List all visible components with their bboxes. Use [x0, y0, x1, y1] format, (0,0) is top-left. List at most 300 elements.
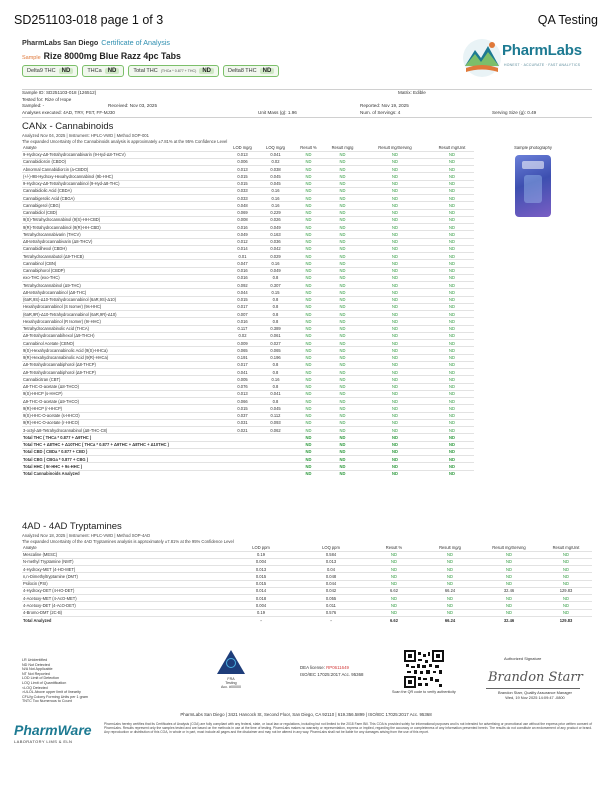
result-cell: ND — [430, 398, 474, 405]
unit-mass: Unit Mass (g): 1.96 — [258, 109, 297, 115]
column-header: Sample photography — [514, 146, 552, 151]
result-cell: ND — [292, 187, 325, 194]
analyte-name: Hexahydrocannabinol (S Isomer) (9s-HHC) — [22, 303, 226, 310]
pharmware-logo: PharmWare LABORATORY LIMS & ELN — [14, 722, 92, 744]
result-cell: ND — [430, 434, 474, 441]
result-cell: 0.044 — [226, 289, 259, 296]
result-cell: ND — [360, 456, 430, 463]
result-cell — [259, 434, 292, 441]
result-cell: 0.014 — [226, 587, 296, 594]
result-cell: ND — [478, 602, 540, 609]
result-cell: 0.8 — [259, 318, 292, 325]
analyte-name: Cannabinol Acetate (CBNO) — [22, 340, 226, 347]
result-cell: ND — [325, 419, 360, 426]
result-cell: ND — [430, 303, 474, 310]
received: Received: Nov 03, 2025 — [108, 103, 158, 108]
result-cell: 0.047 — [226, 260, 259, 267]
result-cell: 0.8 — [259, 398, 292, 405]
result-cell: ND — [325, 463, 360, 470]
analyte-name: Total THC ( THCa * 0.877 + Δ9THC ) — [22, 434, 226, 441]
analyses-executed: Analyses executed: 4AD, TRY, PST, FF-MJ30 — [22, 109, 115, 115]
result-cell: ND — [366, 602, 422, 609]
result-cell: ND — [478, 558, 540, 565]
table-row — [22, 602, 592, 609]
result-cell: ND — [478, 566, 540, 573]
column-header: Result % — [385, 546, 403, 550]
table-row — [22, 580, 592, 587]
lab-heading — [22, 38, 170, 47]
table-row — [22, 551, 592, 558]
result-cell: ND — [430, 463, 474, 470]
result-cell — [226, 470, 259, 477]
result-cell: 0.042 — [259, 245, 292, 252]
signature: Brandon Starr — [488, 670, 583, 685]
result-cell: ND — [360, 166, 430, 173]
result-cell: 0.307 — [259, 282, 292, 289]
result-cell: ND — [360, 195, 430, 202]
result-cell: 0.006 — [226, 158, 259, 165]
result-cell — [259, 448, 292, 455]
result-cell: ND — [430, 274, 474, 281]
result-cell: ND — [292, 267, 325, 274]
cannabinoids-title: CANx - Cannabinoids — [22, 121, 114, 132]
result-cell: 32.46 — [478, 616, 540, 623]
result-cell: ND — [422, 609, 478, 616]
result-cell: ND — [478, 580, 540, 587]
result-cell: ND — [478, 573, 540, 580]
result-cell: ND — [325, 238, 360, 245]
result-cell: ND — [540, 573, 592, 580]
result-cell: ND — [292, 158, 325, 165]
result-cell: ND — [292, 405, 325, 412]
result-cell: ND — [360, 260, 430, 267]
pill-label: THCa — [87, 68, 102, 74]
result-cell: 0.02 — [226, 332, 259, 339]
result-cell: ND — [360, 216, 430, 223]
result-cell: ND — [292, 303, 325, 310]
result-cell: ND — [325, 296, 360, 303]
result-cell: ND — [430, 209, 474, 216]
result-cell: ND — [430, 383, 474, 390]
result-cell: ND — [430, 187, 474, 194]
result-cell: ND — [430, 231, 474, 238]
result-cell: ND — [325, 195, 360, 202]
sample-name: Rize 8000mg Blue Razz 4pc Tabs — [43, 51, 181, 61]
qa-label: QA Testing — [537, 13, 598, 27]
analyte-name: exo-THC (exo-THC) — [22, 274, 226, 281]
result-cell: ND — [292, 390, 325, 397]
result-cell: ND — [292, 173, 325, 180]
result-cell: ND — [360, 361, 430, 368]
result-cell — [226, 441, 259, 448]
result-cell: ND — [292, 463, 325, 470]
table-row — [22, 566, 592, 573]
result-cell: 0.163 — [259, 231, 292, 238]
result-cell: ND — [325, 448, 360, 455]
result-cell: ND — [360, 347, 430, 354]
result-cell: 6.62 — [366, 616, 422, 623]
result-cell: ND — [422, 595, 478, 602]
result-cell: 0.229 — [259, 209, 292, 216]
pill-label: Delta9 THC — [27, 68, 56, 74]
result-cell: ND — [478, 609, 540, 616]
column-header: Result mg/Serving — [492, 546, 526, 550]
result-cell: - — [296, 616, 366, 623]
analyte-name: 4-Acetoxy-DET (4-AcO-DET) — [22, 602, 226, 609]
sample-title — [22, 51, 181, 61]
result-cell: ND — [292, 274, 325, 281]
lab-name: PharmLabs San Diego — [22, 38, 99, 47]
disclaimer: PharmLabs hereby certifies that its Certificates of Analysis (COA) are fully compliant with any federal, state, or local law or regulations, including but not limited to the 2018 Farm Bill. This COA is provided solely for informational purposes and is not intended for advertising or promotional use without the express prior written consent of PharmLabs. Results represent only the samples tested and are based on the methods in use at the time of testing. PharmLabs makes no warranty or representation, express or implied, regarding the accuracy or completeness of any information presented herein. The results do not constitute an endorsement of any product or brand. Any reproduction or distribution of this COA, in whole or in part, must include all pages and the disclaimer and may not be altered in any way. PharmLabs shall not be liable for any damages arising from the use of this report. — [104, 722, 592, 734]
analyte-name: Tetrahydrocannabinol (Δ9-THC) — [22, 282, 226, 289]
result-cell: ND — [366, 558, 422, 565]
note-line: ND Not Detected — [22, 662, 50, 667]
result-cell: ND — [360, 296, 430, 303]
analyte-name: 9(S)-HHC-O-acetate (s-HHCO) — [22, 412, 226, 419]
pill-value: ND — [199, 68, 214, 74]
result-cell: ND — [360, 289, 430, 296]
result-cell: ND — [325, 303, 360, 310]
result-cell: ND — [360, 434, 430, 441]
result-cell: ND — [430, 216, 474, 223]
column-header: LOD ppm — [252, 546, 270, 550]
result-cell — [226, 456, 259, 463]
analyte-name: Cannabigerol (CBG) — [22, 202, 226, 209]
result-cell: ND — [325, 274, 360, 281]
result-cell: 0.042 — [296, 587, 366, 594]
result-cell: ND — [360, 470, 430, 477]
result-cell: 0.013 — [226, 390, 259, 397]
result-cell: ND — [360, 209, 430, 216]
result-cell: ND — [360, 332, 430, 339]
iso-accreditation: ISO/IEC 17025:2017 Acc. 95368 — [300, 672, 364, 677]
table-row — [22, 587, 592, 594]
result-cell: ND — [366, 573, 422, 580]
result-cell: ND — [325, 311, 360, 318]
note-line: <LOQ Detected — [22, 685, 48, 690]
result-cell: ND — [430, 296, 474, 303]
analyte-name: 9(R)-HHCP (r-HHCP) — [22, 405, 226, 412]
result-cell: 0.013 — [226, 566, 296, 573]
result-cell: ND — [325, 347, 360, 354]
analyte-name: 9(R)-Hexahydrocannabinolic Acid (9(R)-HHCa) — [22, 354, 226, 361]
result-cell: 0.8 — [259, 311, 292, 318]
result-cell: ND — [325, 434, 360, 441]
sample-photo — [474, 151, 592, 477]
result-cell: ND — [366, 580, 422, 587]
result-cell: ND — [360, 231, 430, 238]
column-header: Analyte — [23, 546, 37, 550]
result-cell: ND — [325, 427, 360, 434]
result-cell — [226, 463, 259, 470]
result-cell: ND — [430, 354, 474, 361]
result-cell: ND — [430, 260, 474, 267]
result-cell: ND — [366, 551, 422, 558]
result-cell: ND — [540, 551, 592, 558]
result-cell: ND — [360, 419, 430, 426]
analyte-name: (6aR,9S)-Δ10-Tetrahydrocannabinol (6aR,9S)-Δ10) — [22, 296, 226, 303]
result-cell: ND — [360, 463, 430, 470]
sample-id: Sample ID: SD251103-018 (126512) — [22, 90, 97, 95]
result-cell: 0.037 — [226, 412, 259, 419]
result-cell: ND — [430, 158, 474, 165]
result-cell: ND — [360, 369, 430, 376]
sampled: Sampled: - — [22, 103, 45, 108]
result-cell: ND — [325, 187, 360, 194]
total-row — [22, 616, 592, 623]
result-cell: ND — [360, 267, 430, 274]
result-cell: 0.061 — [259, 332, 292, 339]
column-header: Result mg/Unit — [438, 146, 466, 150]
pill-value: ND — [59, 68, 74, 74]
result-cell: ND — [360, 245, 430, 252]
result-cell: ND — [292, 166, 325, 173]
table-row — [22, 151, 592, 158]
analyte-name: 9(S)-HHCP (s-HHCP) — [22, 390, 226, 397]
result-cell: 0.02 — [259, 158, 292, 165]
column-header: LOD mg/g — [233, 146, 252, 150]
result-cell: 0.8 — [259, 369, 292, 376]
result-cell: ND — [325, 224, 360, 231]
result-cell: 0.8 — [259, 383, 292, 390]
analyte-name: (+/-)-9B-Hydroxy-Hexahydrocannabinol (9b-HHC) — [22, 173, 226, 180]
result-cell: 0.16 — [259, 260, 292, 267]
result-cell: ND — [292, 289, 325, 296]
result-cell: ND — [325, 354, 360, 361]
result-cell: ND — [292, 195, 325, 202]
result-cell: 0.015 — [226, 173, 259, 180]
result-cell: ND — [360, 427, 430, 434]
result-cell: 0.004 — [226, 558, 296, 565]
note-line: CFU/g Colony Forming Units per 1 gram — [22, 694, 88, 699]
sample-tag: Sample — [22, 55, 41, 61]
result-cell: 0.092 — [226, 282, 259, 289]
column-header: Analyte — [23, 146, 37, 150]
result-cell: 0.117 — [226, 325, 259, 332]
result-cell: 0.048 — [226, 202, 259, 209]
result-cell: 0.029 — [259, 253, 292, 260]
column-header: Result mg/Serving — [378, 146, 412, 150]
analyte-name: 4-Bromo-DMT (2C-B) — [22, 609, 226, 616]
result-cell: 0.013 — [296, 558, 366, 565]
result-cell: 0.8 — [259, 361, 292, 368]
result-cell: ND — [325, 332, 360, 339]
result-cell: 0.8 — [259, 303, 292, 310]
document-id: SD251103-018 page 1 of 3 — [14, 13, 164, 27]
result-cell: 0.041 — [259, 151, 292, 158]
result-cell: 0.065 — [259, 347, 292, 354]
fra-accreditation: FRA Testing Acc. #00000 — [210, 650, 252, 702]
pill-label: Delta8 THC — [227, 68, 257, 74]
result-cell: ND — [325, 325, 360, 332]
analyte-name: Hexahydrocannabinol (R Isomer) (9r-HHC) — [22, 318, 226, 325]
result-cell: 0.191 — [226, 354, 259, 361]
analyte-name: 9-Hydroxy-Δ8-Tetrahydrocannabivarin (9-Hyd-Δ8-THCV) — [22, 151, 226, 158]
table-row — [22, 558, 592, 565]
table-row — [22, 595, 592, 602]
result-cell: 0.045 — [259, 180, 292, 187]
result-cell: 0.045 — [259, 405, 292, 412]
analyte-name: Psilocin (PSI) — [22, 580, 226, 587]
tested-for: Tested for: Rize of Hope — [22, 96, 72, 102]
analyte-name: Δ8-tetrahydrocannabinol (Δ8-THC) — [22, 289, 226, 296]
column-header: Result mg/Unit — [552, 546, 580, 550]
analyte-name: Cannabidiorcin (CBDO) — [22, 158, 226, 165]
result-cell: 0.076 — [226, 383, 259, 390]
analyte-name: n,n-Dimethyltryptamine (DMT) — [22, 573, 226, 580]
result-cell: 0.15 — [259, 289, 292, 296]
result-cell: ND — [325, 180, 360, 187]
result-cell — [259, 470, 292, 477]
result-cell: 0.015 — [226, 573, 296, 580]
tryptamines-title: 4AD - 4AD Tryptamines — [22, 521, 122, 532]
result-cell: ND — [540, 580, 592, 587]
result-cell: ND — [292, 325, 325, 332]
summary-pill — [223, 65, 279, 77]
result-cell: 0.069 — [226, 209, 259, 216]
result-cell: 0.015 — [226, 180, 259, 187]
result-cell: ND — [422, 573, 478, 580]
result-cell: 0.036 — [259, 238, 292, 245]
column-header: Result mg/g — [439, 546, 461, 550]
note-line: LOD Limit of Detection — [22, 676, 60, 681]
result-cell: ND — [325, 173, 360, 180]
note-line: TNTC Too Numerous to Count — [22, 699, 72, 704]
logo-tagline: HONEST · ACCURATE · FAST ANALYTICS — [504, 63, 581, 67]
result-cell: ND — [325, 376, 360, 383]
result-cell: 0.031 — [226, 419, 259, 426]
result-cell: ND — [292, 354, 325, 361]
result-cell: ND — [325, 209, 360, 216]
summary-pill — [128, 65, 219, 77]
result-cell: ND — [292, 441, 325, 448]
result-cell: ND — [430, 311, 474, 318]
result-cell: ND — [430, 282, 474, 289]
num-servings: Num. of Servings: 4 — [360, 109, 401, 115]
result-cell: ND — [360, 173, 430, 180]
result-cell: ND — [292, 412, 325, 419]
result-cell: ND — [540, 595, 592, 602]
result-cell: ND — [292, 398, 325, 405]
qr-note: Scan the QR code to verify authenticity — [392, 690, 456, 694]
analyte-name: Cannabidihexol (CBDH) — [22, 245, 226, 252]
result-cell: 0.045 — [259, 173, 292, 180]
result-cell: 0.012 — [226, 238, 259, 245]
result-cell: ND — [292, 180, 325, 187]
analyte-name: Tetrahydrocannabutol (Δ9-THCB) — [22, 253, 226, 260]
result-cell: ND — [360, 448, 430, 455]
pill-value: ND — [105, 68, 120, 74]
reported: Reported: Nov 19, 2025 — [360, 103, 409, 108]
result-cell: ND — [540, 609, 592, 616]
result-cell: 0.112 — [259, 412, 292, 419]
result-cell: ND — [360, 282, 430, 289]
result-cell: 0.389 — [259, 325, 292, 332]
qr-code-icon[interactable] — [404, 650, 444, 688]
result-cell: ND — [540, 566, 592, 573]
result-cell: ND — [360, 325, 430, 332]
result-cell: ND — [360, 303, 430, 310]
tryptamines-analyzed: Analyzed Nov 18, 2025 | Instrument: HPLC-VWD | Method SOP-4AD — [22, 533, 151, 538]
result-cell: ND — [292, 427, 325, 434]
result-cell: ND — [360, 405, 430, 412]
analyte-name: Total HHC ( 9r-HHC + 9s-HHC ) — [22, 463, 226, 470]
result-cell: 0.055 — [296, 595, 366, 602]
analyte-name: Cannabicitran (CBT) — [22, 376, 226, 383]
result-cell: 0.015 — [226, 580, 296, 587]
logo-name: PharmLabs — [502, 42, 582, 59]
result-cell: 0.066 — [226, 398, 259, 405]
result-cell: ND — [360, 187, 430, 194]
result-cell: 129.83 — [540, 587, 592, 594]
analyte-name: Δ9-Tetrahydrocannabiphorol (Δ9-THCP) — [22, 369, 226, 376]
result-cell: ND — [430, 412, 474, 419]
result-cell: ND — [292, 231, 325, 238]
result-cell: ND — [430, 361, 474, 368]
analyte-name: 9(R)-HHC-O-acetate (r-HHCO) — [22, 419, 226, 426]
result-cell: ND — [366, 595, 422, 602]
result-cell: ND — [292, 369, 325, 376]
column-header: LOQ mg/g — [266, 146, 285, 150]
result-cell: 0.062 — [259, 427, 292, 434]
result-cell: ND — [325, 361, 360, 368]
result-cell: 0.049 — [259, 267, 292, 274]
result-cell: ND — [422, 580, 478, 587]
analyte-name: Abnormal Cannabidiorcin (a-CBDO) — [22, 166, 226, 173]
tryptamines-uncertainty: The expanded Uncertainty of the 4AD Tryptamines analysis is approximately ±7.81% at the 95% Confidence Level — [22, 538, 234, 544]
result-cell: ND — [325, 282, 360, 289]
result-cell: ND — [430, 173, 474, 180]
result-cell: 0.041 — [259, 390, 292, 397]
result-cell: 0.093 — [259, 419, 292, 426]
result-cell: 0.584 — [296, 551, 366, 558]
result-cell: 0.008 — [226, 216, 259, 223]
note-line: LOQ Limit of Quantification — [22, 680, 67, 685]
result-cell: ND — [325, 267, 360, 274]
result-cell: 0.018 — [226, 595, 296, 602]
note-line: LR Unidentified — [22, 658, 48, 662]
result-cell: ND — [430, 180, 474, 187]
result-cell: ND — [430, 347, 474, 354]
result-cell: ND — [325, 369, 360, 376]
result-cell: 0.8 — [259, 296, 292, 303]
result-cell: 0.19 — [226, 609, 296, 616]
result-cell: 0.049 — [226, 231, 259, 238]
summary-pill — [22, 65, 78, 77]
cannabinoids-uncertainty: The expanded Uncertainty of the Cannabinoids analysis is approximately ±7.81% at the 95% Confidence Level — [22, 138, 228, 144]
result-cell: ND — [292, 296, 325, 303]
result-cell: ND — [325, 405, 360, 412]
result-cell: ND — [478, 595, 540, 602]
result-cell: ND — [292, 361, 325, 368]
signature-label: Authorized Signature — [504, 656, 542, 661]
result-cell: ND — [360, 398, 430, 405]
result-cell: 0.015 — [226, 296, 259, 303]
result-cell: 0.026 — [259, 216, 292, 223]
result-cell: ND — [422, 551, 478, 558]
mountain-logo-icon — [462, 36, 502, 80]
summary-pills — [22, 65, 279, 77]
result-cell: ND — [292, 419, 325, 426]
result-cell: ND — [360, 383, 430, 390]
result-cell: ND — [430, 267, 474, 274]
abbreviation-notes — [22, 658, 88, 704]
result-cell: 0.016 — [226, 274, 259, 281]
result-cell: ND — [430, 318, 474, 325]
analyte-name: Δ9-Tetrahydrocannabihexol (Δ9-THCH) — [22, 332, 226, 339]
result-cell: 32.46 — [478, 587, 540, 594]
analyte-name: Cannabiphorol (CBDP) — [22, 267, 226, 274]
